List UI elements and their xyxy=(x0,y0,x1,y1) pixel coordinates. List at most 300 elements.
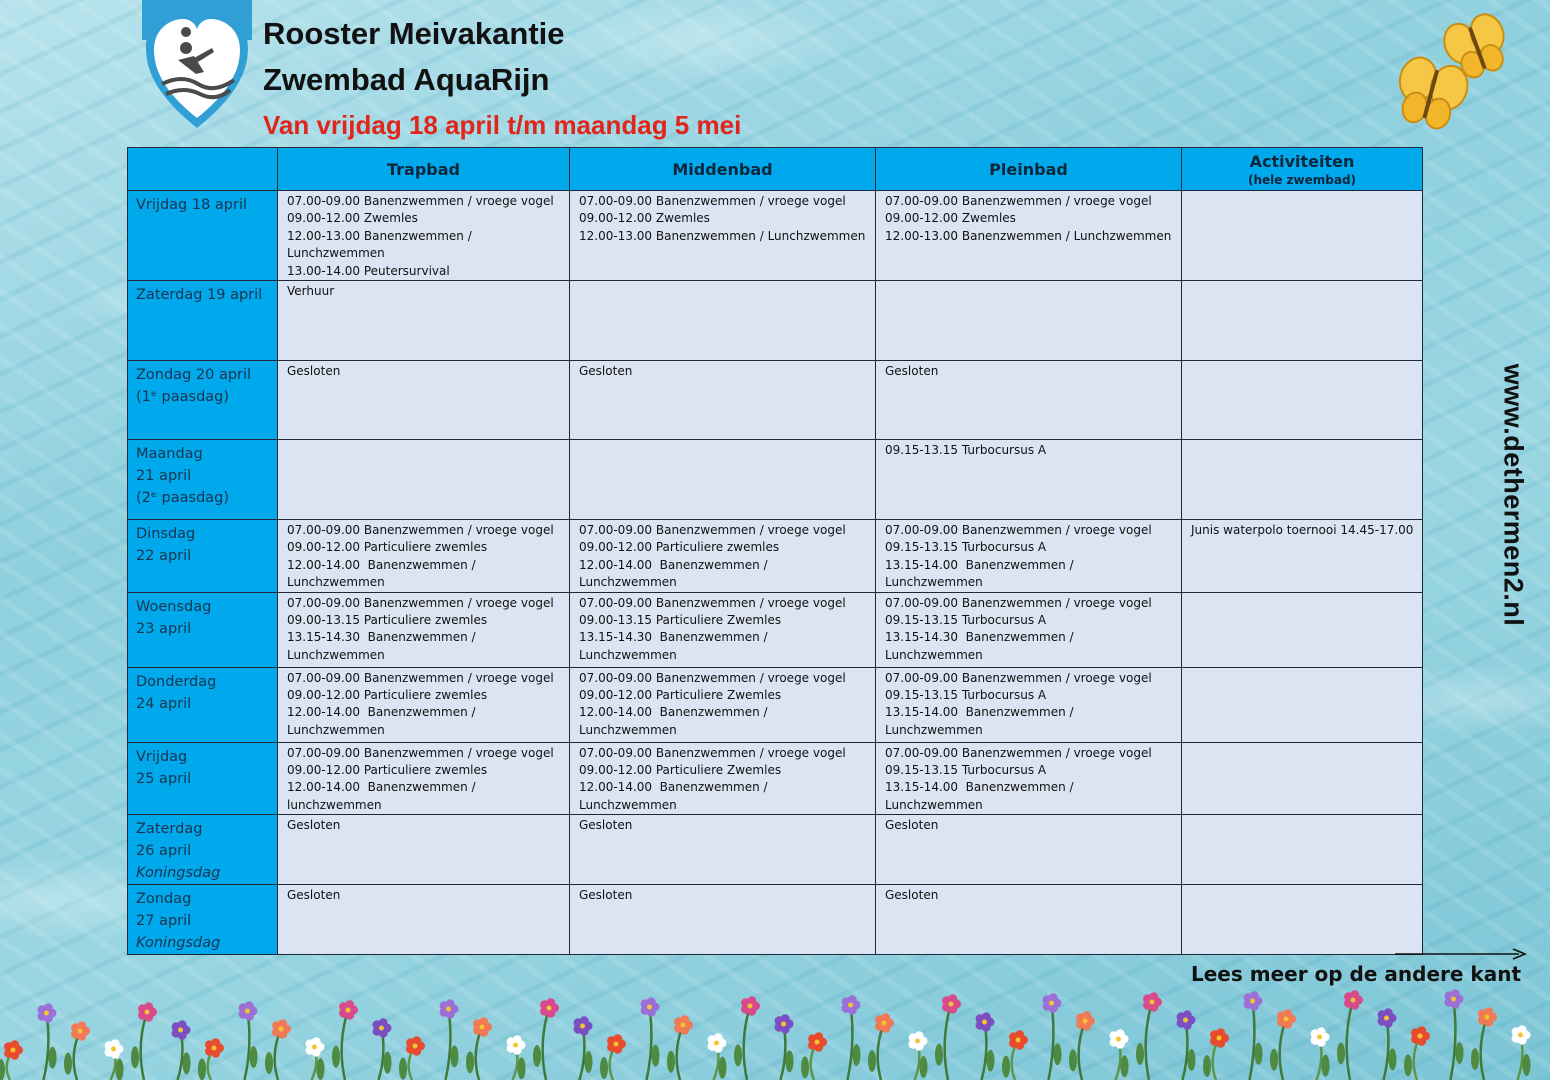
flower-petal xyxy=(1049,993,1058,1002)
flower-center xyxy=(1183,1018,1188,1023)
activiteiten-cell xyxy=(1182,815,1423,885)
flower-petal xyxy=(412,1036,421,1045)
flower-leaf xyxy=(183,1052,191,1074)
flower-stem xyxy=(945,1004,951,1080)
middenbad-cell xyxy=(570,667,876,742)
pool-name: Zwembad AquaRijn xyxy=(263,62,550,97)
flower-center xyxy=(1016,1038,1021,1043)
middenbad-cell xyxy=(570,520,876,593)
flower-leaf xyxy=(1322,1055,1330,1077)
flower-center xyxy=(915,1039,920,1044)
flower-leaf xyxy=(332,1046,340,1068)
flower-leaf xyxy=(1404,1054,1412,1076)
middenbad-cell xyxy=(570,281,876,361)
flower-leaf xyxy=(868,1050,876,1072)
flower-center xyxy=(1351,998,1356,1003)
trapbad-cell xyxy=(278,191,570,281)
day-cell xyxy=(128,592,278,667)
schedule-entry: Gesloten xyxy=(579,364,633,379)
flower-leaf xyxy=(116,1059,124,1080)
flower-petal xyxy=(144,1002,153,1011)
schedule-entry: Gesloten xyxy=(287,818,341,833)
activiteiten-cell xyxy=(1182,885,1423,955)
trapbad-cell xyxy=(278,885,570,955)
schedule-table xyxy=(127,147,1423,955)
flower-petal xyxy=(111,1039,120,1048)
flower-petal xyxy=(1417,1026,1426,1035)
activiteiten-cell xyxy=(1182,191,1423,281)
flower-leaf xyxy=(920,1056,928,1078)
schedule-entry: 07.00-09.00 Banenzwemmen / vroege vogel xyxy=(885,670,1152,685)
flower-border-illustration xyxy=(0,970,1550,1080)
pleinbad-cell xyxy=(876,815,1182,885)
day-cell xyxy=(128,281,278,361)
flower-petal xyxy=(178,1020,187,1029)
table-row xyxy=(128,742,1423,815)
flower-petal xyxy=(747,996,756,1005)
schedule-entry: 12.00-14.00 Banenzwemmen / xyxy=(287,780,476,795)
flower-center xyxy=(848,1003,853,1008)
holiday-label: Koningsdag xyxy=(136,935,221,952)
flower-center xyxy=(1049,1001,1054,1006)
flower-stem xyxy=(1451,999,1456,1080)
table-row xyxy=(128,361,1423,440)
flower-center xyxy=(480,1025,485,1030)
schedule-entry: 13.00-14.00 Peutersurvival xyxy=(287,263,450,278)
flower-center xyxy=(279,1027,284,1032)
flower-petal xyxy=(1384,1008,1393,1017)
flower-petal xyxy=(278,1019,287,1028)
schedule-entry: 09.00-13.15 Particuliere Zwemles xyxy=(579,613,782,628)
schedule-entry: 09.15-13.15 Turbocursus A xyxy=(885,443,1047,458)
flower-stem xyxy=(446,1009,451,1080)
trapbad-cell xyxy=(278,361,570,440)
schedule-entry: Lunchzwemmen xyxy=(287,246,385,261)
flower-petal xyxy=(680,1015,689,1024)
flower-center xyxy=(44,1011,49,1016)
flower-center xyxy=(379,1026,384,1031)
schedule-entry: 12.00-13.00 Banenzwemmen / Lunchzwemmen xyxy=(579,228,866,243)
schedule-entry: 12.00-14.00 Banenzwemmen / xyxy=(287,705,476,720)
day-label: 25 april xyxy=(136,770,192,787)
flower-center xyxy=(11,1048,16,1053)
schedule-entry: lunchzwemmen xyxy=(287,797,382,812)
flower-petal xyxy=(1116,1029,1125,1038)
flower-stem xyxy=(1280,1019,1286,1080)
flower-leaf xyxy=(853,1044,861,1066)
middenbad-cell xyxy=(570,361,876,440)
flower-petal xyxy=(982,1012,991,1021)
flower-center xyxy=(949,1002,954,1007)
day-label: 22 april xyxy=(136,548,192,565)
flower-petal xyxy=(948,994,957,1003)
schedule-entry: 09.00-12.00 Zwemles xyxy=(579,211,710,226)
flower-stem xyxy=(848,1005,853,1080)
flower-petal xyxy=(10,1040,19,1049)
flower-petal xyxy=(1518,1025,1527,1034)
flower-center xyxy=(78,1029,83,1034)
day-cell xyxy=(128,815,278,885)
day-label: Zaterdag xyxy=(136,821,203,838)
flower-center xyxy=(815,1040,820,1045)
flower-center xyxy=(1250,999,1255,1004)
flower-petal xyxy=(379,1018,388,1027)
header-activiteiten-sub: (hele zwembad) xyxy=(1247,172,1357,187)
day-cell xyxy=(128,742,278,815)
table-row xyxy=(128,520,1423,593)
schedule-entry: Verhuur xyxy=(287,284,335,299)
schedule-entry: 07.00-09.00 Banenzwemmen / vroege vogel xyxy=(579,194,846,208)
flower-petal xyxy=(647,997,656,1006)
schedule-entry: 09.15-13.15 Turbocursus A xyxy=(885,613,1047,628)
schedule-entry: 07.00-09.00 Banenzwemmen / vroege vogel xyxy=(579,523,846,538)
flower-center xyxy=(1451,997,1456,1002)
table-header-row xyxy=(128,148,1423,191)
schedule-entry: Gesloten xyxy=(287,364,341,379)
day-cell xyxy=(128,440,278,520)
flower-center xyxy=(1485,1015,1490,1020)
pleinbad-cell xyxy=(876,191,1182,281)
read-more-note: Lees meer op de andere kant xyxy=(1191,962,1521,986)
flower-leaf xyxy=(64,1053,72,1075)
flower-leaf xyxy=(1002,1056,1010,1078)
schedule-entry: Gesloten xyxy=(885,818,939,833)
flower-stem xyxy=(1146,1002,1152,1080)
day-label: Dinsdag xyxy=(136,526,196,543)
middenbad-cell xyxy=(570,440,876,520)
flower-center xyxy=(312,1045,317,1050)
table-row xyxy=(128,667,1423,742)
schedule-entry: 09.15-13.15 Turbocursus A xyxy=(885,763,1047,778)
flower-petal xyxy=(245,1001,254,1010)
flower-center xyxy=(1217,1036,1222,1041)
flower-petal xyxy=(211,1038,220,1047)
schedule-entry: 13.15-14.00 Banenzwemmen / Lunchzwemmen xyxy=(885,705,1078,737)
pleinbad-cell xyxy=(876,520,1182,593)
schedule-entry: 07.00-09.00 Banenzwemmen / vroege vogel xyxy=(287,670,554,685)
flower-petal xyxy=(613,1034,622,1043)
flower-petal xyxy=(546,998,555,1007)
flower-leaf xyxy=(265,1052,273,1074)
table-row xyxy=(128,281,1423,361)
schedule-entry: 13.15-14.00 Banenzwemmen / Lunchzwemmen xyxy=(885,557,1078,590)
day-label: 27 april xyxy=(136,913,192,930)
flower-leaf xyxy=(317,1058,325,1080)
flower-center xyxy=(513,1043,518,1048)
flower-stem xyxy=(1481,1017,1487,1080)
middenbad-cell xyxy=(570,742,876,815)
flower-leaf xyxy=(131,1046,139,1068)
flower-stem xyxy=(141,1012,147,1080)
flower-stem xyxy=(1347,1000,1353,1080)
flower-petal xyxy=(312,1037,321,1046)
schedule-entry: 09.00-13.15 Particuliere zwemles xyxy=(287,613,488,628)
flower-leaf xyxy=(533,1045,541,1067)
flower-center xyxy=(178,1028,183,1033)
header-middenbad: Middenbad xyxy=(570,148,876,191)
table-row xyxy=(128,885,1423,955)
schedule-entry: 12.00-14.00 Banenzwemmen / Lunchzwemmen xyxy=(579,705,772,737)
schedule-entry: 09.15-13.15 Turbocursus A xyxy=(885,540,1047,555)
flower-petal xyxy=(1015,1030,1024,1039)
butterfly-illustration xyxy=(1390,12,1520,142)
day-label: Zondag xyxy=(136,891,192,908)
pleinbad-cell xyxy=(876,440,1182,520)
schedule-entry: 09.15-13.15 Turbocursus A xyxy=(885,688,1047,703)
schedule-entry: 09.00-12.00 Zwemles xyxy=(885,211,1016,226)
activiteiten-cell xyxy=(1182,520,1423,593)
schedule-entry: 12.00-14.00 Banenzwemmen / Lunchzwemmen xyxy=(579,780,772,812)
flower-leaf xyxy=(1337,1042,1345,1064)
flower-leaf xyxy=(667,1051,675,1073)
schedule-entry: 07.00-09.00 Banenzwemmen / vroege vogel xyxy=(287,745,554,760)
flower-center xyxy=(1518,1033,1523,1038)
flower-center xyxy=(212,1046,217,1051)
flower-leaf xyxy=(935,1044,943,1066)
schedule-entry: 13.15-14.00 Banenzwemmen / Lunchzwemmen xyxy=(885,780,1078,812)
flower-center xyxy=(1150,1000,1155,1005)
pleinbad-cell xyxy=(876,667,1182,742)
flower-leaf xyxy=(250,1046,258,1068)
pleinbad-cell xyxy=(876,592,1182,667)
middenbad-cell xyxy=(570,815,876,885)
flower-petal xyxy=(714,1033,723,1042)
table-row xyxy=(128,592,1423,667)
schedule-entry: Gesloten xyxy=(287,888,341,903)
table-row xyxy=(128,191,1423,281)
header-trapbad: Trapbad xyxy=(278,148,570,191)
schedule-entry: 07.00-09.00 Banenzwemmen / vroege vogel xyxy=(579,745,846,760)
schedule-entry: 09.00-12.00 Particuliere Zwemles xyxy=(579,688,782,703)
schedule-entry: 12.00-14.00 Banenzwemmen / Lunchzwemmen xyxy=(579,557,772,590)
flower-center xyxy=(580,1024,585,1029)
trapbad-cell xyxy=(278,281,570,361)
day-label: Woensdag xyxy=(136,598,212,615)
schedule-entry: 07.00-09.00 Banenzwemmen / vroege vogel xyxy=(579,595,846,610)
flower-center xyxy=(145,1010,150,1015)
flower-petal xyxy=(1216,1028,1225,1037)
flower-petal xyxy=(1082,1011,1091,1020)
day-label: Zaterdag 19 april xyxy=(136,287,263,304)
flower-petal xyxy=(1149,992,1158,1001)
activiteiten-cell xyxy=(1182,440,1423,520)
activiteiten-cell xyxy=(1182,281,1423,361)
flower-center xyxy=(647,1005,652,1010)
day-label: (1ᵉ paasdag) xyxy=(136,389,230,406)
holiday-label: Koningsdag xyxy=(136,865,221,882)
schedule-entry: Gesloten xyxy=(579,818,633,833)
flower-center xyxy=(982,1020,987,1025)
schedule-entry: 07.00-09.00 Banenzwemmen / vroege vogel xyxy=(287,194,554,208)
activiteiten-cell xyxy=(1182,592,1423,667)
flower-stem xyxy=(543,1008,549,1080)
flower-petal xyxy=(479,1017,488,1026)
website-url-text: www.dethermen2.nl xyxy=(1498,363,1529,627)
pleinbad-cell xyxy=(876,885,1182,955)
flower-stem xyxy=(647,1007,652,1080)
schedule-entry: 13.15-14.30 Banenzwemmen / Lunchzwemmen xyxy=(885,630,1078,662)
trapbad-cell xyxy=(278,815,570,885)
flower-center xyxy=(111,1047,116,1052)
table-row xyxy=(128,440,1423,520)
day-cell xyxy=(128,361,278,440)
schedule-entry: 12.00-14.00 Banenzwemmen / xyxy=(287,557,476,572)
activiteiten-cell xyxy=(1182,667,1423,742)
flower-leaf xyxy=(518,1057,526,1079)
day-label: 23 april xyxy=(136,620,192,637)
day-label: Vrijdag xyxy=(136,748,188,765)
day-label: 21 april xyxy=(136,468,192,485)
schedule-entry: 09.00-12.00 Particuliere zwemles xyxy=(287,540,488,555)
middenbad-cell xyxy=(570,592,876,667)
day-label: Vrijdag 18 april xyxy=(136,197,248,213)
schedule-entry: Gesloten xyxy=(885,888,939,903)
day-cell xyxy=(128,885,278,955)
schedule-entry: 09.00-12.00 Particuliere zwemles xyxy=(579,540,780,555)
schedule-entry: 12.00-13.00 Banenzwemmen / Lunchzwemmen xyxy=(885,228,1172,243)
middenbad-cell xyxy=(570,191,876,281)
schedule-entry: Gesloten xyxy=(579,888,633,903)
schedule-entry: 09.00-12.00 Zwemles xyxy=(287,211,418,226)
schedule-entry: 07.00-09.00 Banenzwemmen / vroege vogel xyxy=(579,670,846,685)
flower-leaf xyxy=(1270,1049,1278,1071)
flower-petal xyxy=(781,1014,790,1023)
schedule-entry: 07.00-09.00 Banenzwemmen / vroege vogel xyxy=(885,745,1152,760)
schedule-entry: Lunchzwemmen xyxy=(287,575,385,590)
arrow-right-icon xyxy=(1395,947,1527,961)
day-label: Donderdag xyxy=(136,673,217,690)
header-day xyxy=(128,148,278,191)
flower-stem xyxy=(1049,1003,1054,1080)
flower-petal xyxy=(915,1031,924,1040)
flower-center xyxy=(413,1044,418,1049)
schedule-entry: 12.00-13.00 Banenzwemmen / xyxy=(287,228,472,243)
date-range-subtitle: Van vrijdag 18 april t/m maandag 5 mei xyxy=(263,110,742,140)
pleinbad-cell xyxy=(876,281,1182,361)
flower-petal xyxy=(77,1021,86,1030)
schedule-entry: 13.15-14.30 Banenzwemmen / Lunchzwemmen xyxy=(579,630,772,662)
flower-petal xyxy=(1317,1027,1326,1036)
trapbad-cell xyxy=(278,592,570,667)
website-url xyxy=(1490,345,1536,645)
aquarijn-logo xyxy=(142,0,252,135)
flower-petal xyxy=(1350,990,1359,999)
trapbad-cell xyxy=(278,667,570,742)
flower-petal xyxy=(1250,991,1259,1000)
flower-petal xyxy=(1283,1009,1292,1018)
pleinbad-cell xyxy=(876,361,1182,440)
flower-petal xyxy=(446,999,455,1008)
flower-center xyxy=(781,1022,786,1027)
header-activiteiten xyxy=(1182,148,1423,191)
day-cell xyxy=(128,191,278,281)
trapbad-cell xyxy=(278,742,570,815)
schedule-entry: 13.15-14.30 Banenzwemmen / xyxy=(287,630,476,645)
schedule-entry: 07.00-09.00 Banenzwemmen / vroege vogel xyxy=(885,523,1152,538)
flower-leaf xyxy=(198,1058,206,1080)
flower-leaf xyxy=(1188,1049,1196,1071)
flower-leaf xyxy=(49,1047,57,1069)
header-pleinbad: Pleinbad xyxy=(876,148,1182,191)
flower-leaf xyxy=(600,1057,608,1079)
flower-leaf xyxy=(0,1059,5,1080)
flower-petal xyxy=(345,1000,354,1009)
schedule-entry: 07.00-09.00 Banenzwemmen / vroege vogel xyxy=(885,595,1152,610)
flower-petal xyxy=(1451,989,1460,998)
activiteiten-cell xyxy=(1182,742,1423,815)
trapbad-cell xyxy=(278,440,570,520)
flower-leaf xyxy=(1523,1054,1531,1076)
flower-center xyxy=(245,1009,250,1014)
flower-stem xyxy=(245,1011,250,1080)
flower-center xyxy=(547,1006,552,1011)
day-label: Maandag xyxy=(136,446,203,463)
trapbad-cell xyxy=(278,520,570,593)
flower-leaf xyxy=(734,1044,742,1066)
middenbad-cell xyxy=(570,885,876,955)
flower-leaf xyxy=(1054,1043,1062,1065)
flower-stem xyxy=(1250,1001,1255,1080)
flower-center xyxy=(681,1023,686,1028)
flower-center xyxy=(1384,1016,1389,1021)
flower-leaf xyxy=(585,1051,593,1073)
schedule-entry: 07.00-09.00 Banenzwemmen / vroege vogel xyxy=(287,523,554,538)
flower-leaf xyxy=(1471,1048,1479,1070)
day-label: 26 april xyxy=(136,843,192,860)
schedule-entry: Junis waterpolo toernooi 14.45-17.00 xyxy=(1191,523,1414,538)
day-cell xyxy=(128,520,278,593)
flower-center xyxy=(1418,1034,1423,1039)
day-label: Zondag 20 april xyxy=(136,367,252,384)
flower-center xyxy=(1116,1037,1121,1042)
flower-leaf xyxy=(1456,1042,1464,1064)
flower-petal xyxy=(513,1035,522,1044)
flower-petal xyxy=(814,1032,823,1041)
flower-center xyxy=(446,1007,451,1012)
flower-petal xyxy=(881,1013,890,1022)
flower-leaf xyxy=(466,1051,474,1073)
page-title: Rooster Meivakantie xyxy=(263,16,565,51)
schedule-entry: Gesloten xyxy=(885,364,939,379)
flower-center xyxy=(614,1042,619,1047)
flower-leaf xyxy=(786,1050,794,1072)
schedule-entry: 07.00-09.00 Banenzwemmen / vroege vogel xyxy=(885,194,1152,208)
flower-leaf xyxy=(384,1052,392,1074)
flower-leaf xyxy=(1069,1049,1077,1071)
schedule-entry: Lunchzwemmen xyxy=(287,647,385,662)
flower-leaf xyxy=(652,1045,660,1067)
flower-center xyxy=(1083,1019,1088,1024)
flower-stem xyxy=(744,1006,750,1080)
schedule-entry: 09.00-12.00 Particuliere zwemles xyxy=(287,763,488,778)
flower-stem xyxy=(44,1013,49,1080)
table-row xyxy=(128,815,1423,885)
flower-leaf xyxy=(1389,1048,1397,1070)
flower-leaf xyxy=(1203,1055,1211,1077)
flower-petal xyxy=(848,995,857,1004)
header-activiteiten-label: Activiteiten xyxy=(1249,151,1355,171)
flower-center xyxy=(714,1041,719,1046)
flower-leaf xyxy=(1121,1055,1129,1077)
flower-center xyxy=(1284,1017,1289,1022)
flower-petal xyxy=(580,1016,589,1025)
flower-leaf xyxy=(987,1050,995,1072)
flower-center xyxy=(1317,1035,1322,1040)
activiteiten-cell xyxy=(1182,361,1423,440)
schedule-entry: 09.00-12.00 Particuliere Zwemles xyxy=(579,763,782,778)
day-label: (2ᵉ paasdag) xyxy=(136,490,230,507)
flower-leaf xyxy=(1136,1043,1144,1065)
